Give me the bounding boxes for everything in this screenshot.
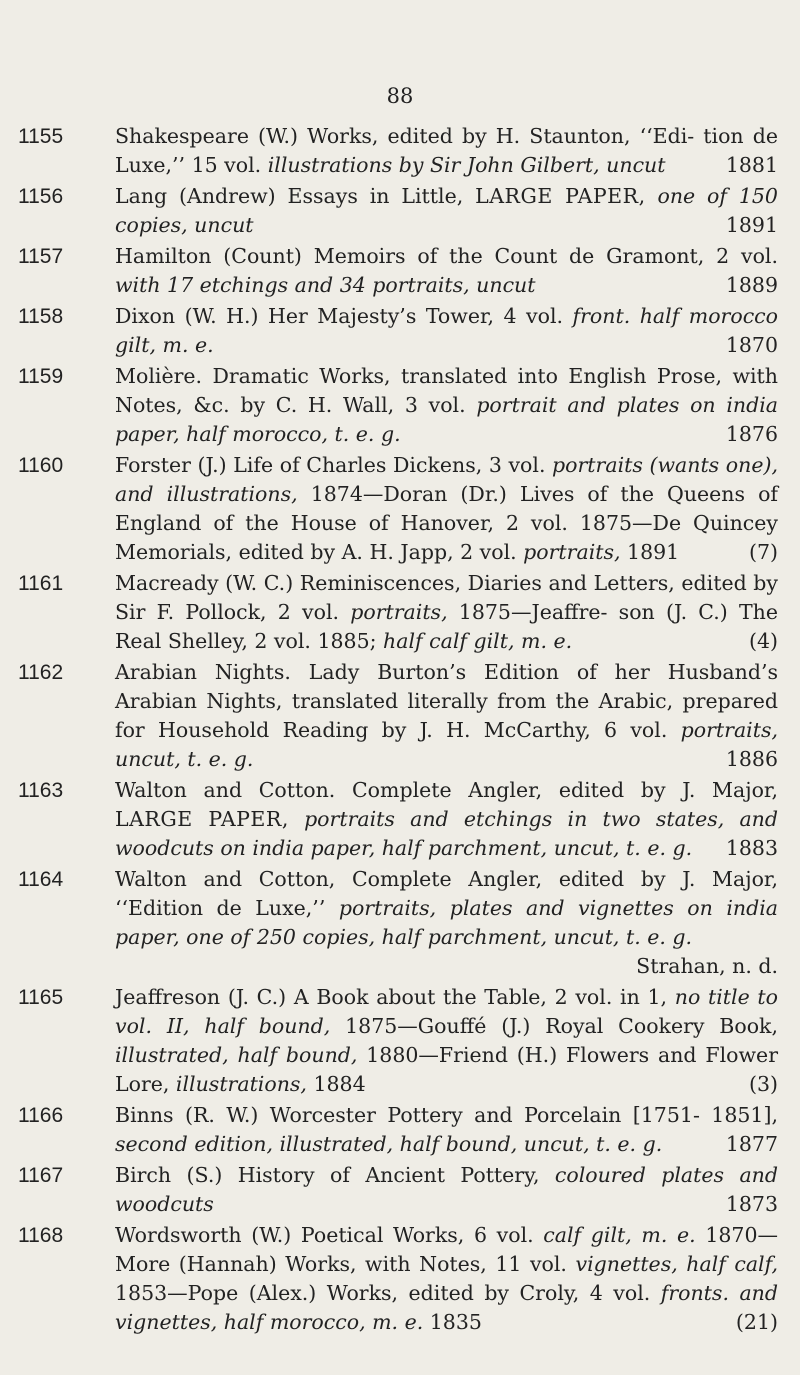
description-text: Shakespeare (W.) Works, edited by H. Staunton, ‘‘Edi- tion de Luxe,’’ 15 vol. <box>115 124 778 177</box>
lot-description <box>115 451 782 567</box>
description-italic: portrait and plates on india paper, half morocco, t. e. g. <box>115 393 778 446</box>
lot-number: 1166 <box>18 1104 64 1127</box>
description-text: Molière. Dramatic Works, translated into English Prose, with Notes, &c. by C. H. Wall, 3 vol. <box>115 364 778 417</box>
description-text: 1853—Pope (Alex.) Works, edited by Croly, 4 vol. <box>115 1281 661 1305</box>
catalogue-entry <box>18 983 782 1099</box>
description-text: 1875—Gouffé (J.) Royal Cookery Book, <box>330 1014 778 1038</box>
catalogue-entry <box>18 1161 782 1219</box>
lot-description <box>115 1101 782 1159</box>
description-italic: illustrations by Sir John Gilbert, uncut <box>267 153 666 177</box>
page-number: 88 <box>386 84 414 108</box>
lot-number: 1168 <box>18 1224 64 1247</box>
lot-number: 1162 <box>18 661 64 684</box>
lot-description <box>115 242 782 300</box>
lot-date: (3) <box>748 1072 778 1096</box>
description-text: Dixon (W. H.) Her Majesty’s Tower, 4 vol. <box>115 304 573 328</box>
lot-date: (7) <box>748 540 778 564</box>
description-text: Wordsworth (W.) Poetical Works, 6 vol. <box>115 1223 544 1247</box>
entry-list <box>18 122 782 1339</box>
lot-date: (21) <box>735 1310 778 1334</box>
description-text: 1875—Jeaffre- son (J. C.) The Real Shelley, 2 vol. 1885; <box>115 600 778 653</box>
description-italic: portraits, <box>350 600 448 624</box>
catalogue-entry <box>18 658 782 774</box>
description-italic: half calf gilt, m. e. <box>383 629 573 653</box>
lot-number: 1164 <box>18 868 64 891</box>
lot-description <box>115 865 782 981</box>
lot-description <box>115 776 782 863</box>
description-text: 1870—More (Hannah) Works, with Notes, 11 vol. <box>115 1223 779 1276</box>
description-text: 1874—Doran (Dr.) Lives of the Queens of England of the House of Hanover, 2 vol. 1875—De Quincey Memorials, edited by A. H. Japp, 2 vol. <box>115 482 779 564</box>
lot-date: 1886 <box>725 747 778 771</box>
lot-description <box>115 362 782 449</box>
description-text: 1884 <box>306 1072 366 1096</box>
lot-description <box>115 1221 782 1337</box>
description-italic: calf gilt, m. e. <box>543 1223 696 1247</box>
lot-number: 1165 <box>18 986 64 1009</box>
lot-number: 1158 <box>18 305 64 328</box>
lot-date: 1877 <box>725 1132 778 1156</box>
description-text: Forster (J.) Life of Charles Dickens, 3 vol. <box>115 453 553 477</box>
lot-description <box>115 658 782 774</box>
description-italic: illustrated, half bound, <box>115 1043 358 1067</box>
description-text: Walton and Cotton. Complete Angler, edited by J. Major, <box>115 778 778 802</box>
description-text <box>646 184 658 208</box>
description-italic: illustrations, <box>175 1072 307 1096</box>
catalogue-entry <box>18 865 782 981</box>
lot-description <box>115 122 782 180</box>
catalogue-entry <box>18 302 782 360</box>
description-text: LARGE PAPER, <box>475 184 646 208</box>
lot-description <box>115 182 782 240</box>
catalogue-entry <box>18 362 782 449</box>
description-italic: coloured plates and woodcuts <box>115 1163 778 1216</box>
lot-date: 1889 <box>725 273 778 297</box>
description-text: Birch (S.) History of Ancient Pottery, <box>115 1163 555 1187</box>
lot-number: 1160 <box>18 454 64 477</box>
catalogue-entry <box>18 182 782 240</box>
description-italic: portraits, uncut, t. e. g. <box>115 718 778 771</box>
description-text: Hamilton (Count) Memoirs of the Count de Gramont, 2 vol. <box>115 244 778 268</box>
lot-number: 1163 <box>18 779 64 802</box>
description-text: Lang (Andrew) Essays in Little, <box>115 184 476 208</box>
description-italic: fronts. and vignettes, half morocco, m. e. <box>115 1281 778 1334</box>
description-text: Binns (R. W.) Worcester Pottery and Porcelain [1751- 1851], <box>115 1103 778 1127</box>
description-text: Jeaffreson (J. C.) A Book about the Table, 2 vol. in 1, <box>115 985 675 1009</box>
catalogue-entry <box>18 122 782 180</box>
description-italic: portraits and etchings in two states, and woodcuts on india paper, half parchment, uncut, t. e. g. <box>115 807 778 860</box>
lot-date: 1891 <box>725 213 778 237</box>
description-italic: vignettes, half calf, <box>575 1252 778 1276</box>
description-text: Walton and Cotton, Complete Angler, edited by J. Major, ‘‘Edition de Luxe,’’ <box>115 867 778 920</box>
description-italic: no title to vol. II, half bound, <box>115 985 778 1038</box>
description-italic: portraits (wants one), and illustrations, <box>115 453 778 506</box>
description-text: LARGE PAPER, <box>115 807 289 831</box>
lot-number: 1161 <box>18 572 64 595</box>
lot-description <box>115 983 782 1099</box>
lot-number: 1159 <box>18 365 64 388</box>
description-italic: one of 150 copies, uncut <box>115 184 778 237</box>
lot-description <box>115 569 782 656</box>
description-text: 1880—Friend (H.) Flowers and Flower Lore, <box>115 1043 778 1096</box>
catalogue-entry <box>18 1101 782 1159</box>
description-italic: second edition, illustrated, half bound, uncut, t. e. g. <box>115 1132 663 1156</box>
catalogue-entry <box>18 451 782 567</box>
lot-number: 1155 <box>18 125 64 148</box>
description-italic: portraits, <box>523 540 621 564</box>
description-italic: with 17 etchings and 34 portraits, uncut <box>115 273 536 297</box>
description-text: Arabian Nights. Lady Burton’s Edition of her Husband’s Arabian Nights, translated literally from the Arabic, prepared for Household Reading by J. H. McCarthy, 6 vol. <box>115 660 778 742</box>
description-italic: portraits, plates and vignettes on india paper, one of 250 copies, half parchment, uncut, t. e. g. <box>115 896 778 949</box>
description-text: 1891 <box>620 540 680 564</box>
lot-date: 1873 <box>725 1192 778 1216</box>
lot-description <box>115 1161 782 1219</box>
description-text: 1835 <box>423 1310 482 1334</box>
lot-number: 1157 <box>18 245 64 268</box>
lot-date: 1876 <box>725 422 778 446</box>
lot-description <box>115 302 782 360</box>
description-italic: front. half morocco gilt, m. e. <box>115 304 778 357</box>
catalogue-entry <box>18 1221 782 1337</box>
lot-number: 1156 <box>18 185 64 208</box>
lot-date: (4) <box>748 629 778 653</box>
lot-date: 1870 <box>725 333 778 357</box>
lot-date: 1881 <box>725 153 778 177</box>
catalogue-entry <box>18 242 782 300</box>
description-text: Macready (W. C.) Reminiscences, Diaries and Letters, edited by Sir F. Pollock, 2 vol. <box>115 571 778 624</box>
lot-number: 1167 <box>18 1164 64 1187</box>
description-text <box>289 807 304 831</box>
lot-date: 1883 <box>725 836 778 860</box>
catalogue-entry <box>18 569 782 656</box>
catalogue-entry <box>18 776 782 863</box>
lot-date: Strahan, n. d. <box>636 954 778 978</box>
